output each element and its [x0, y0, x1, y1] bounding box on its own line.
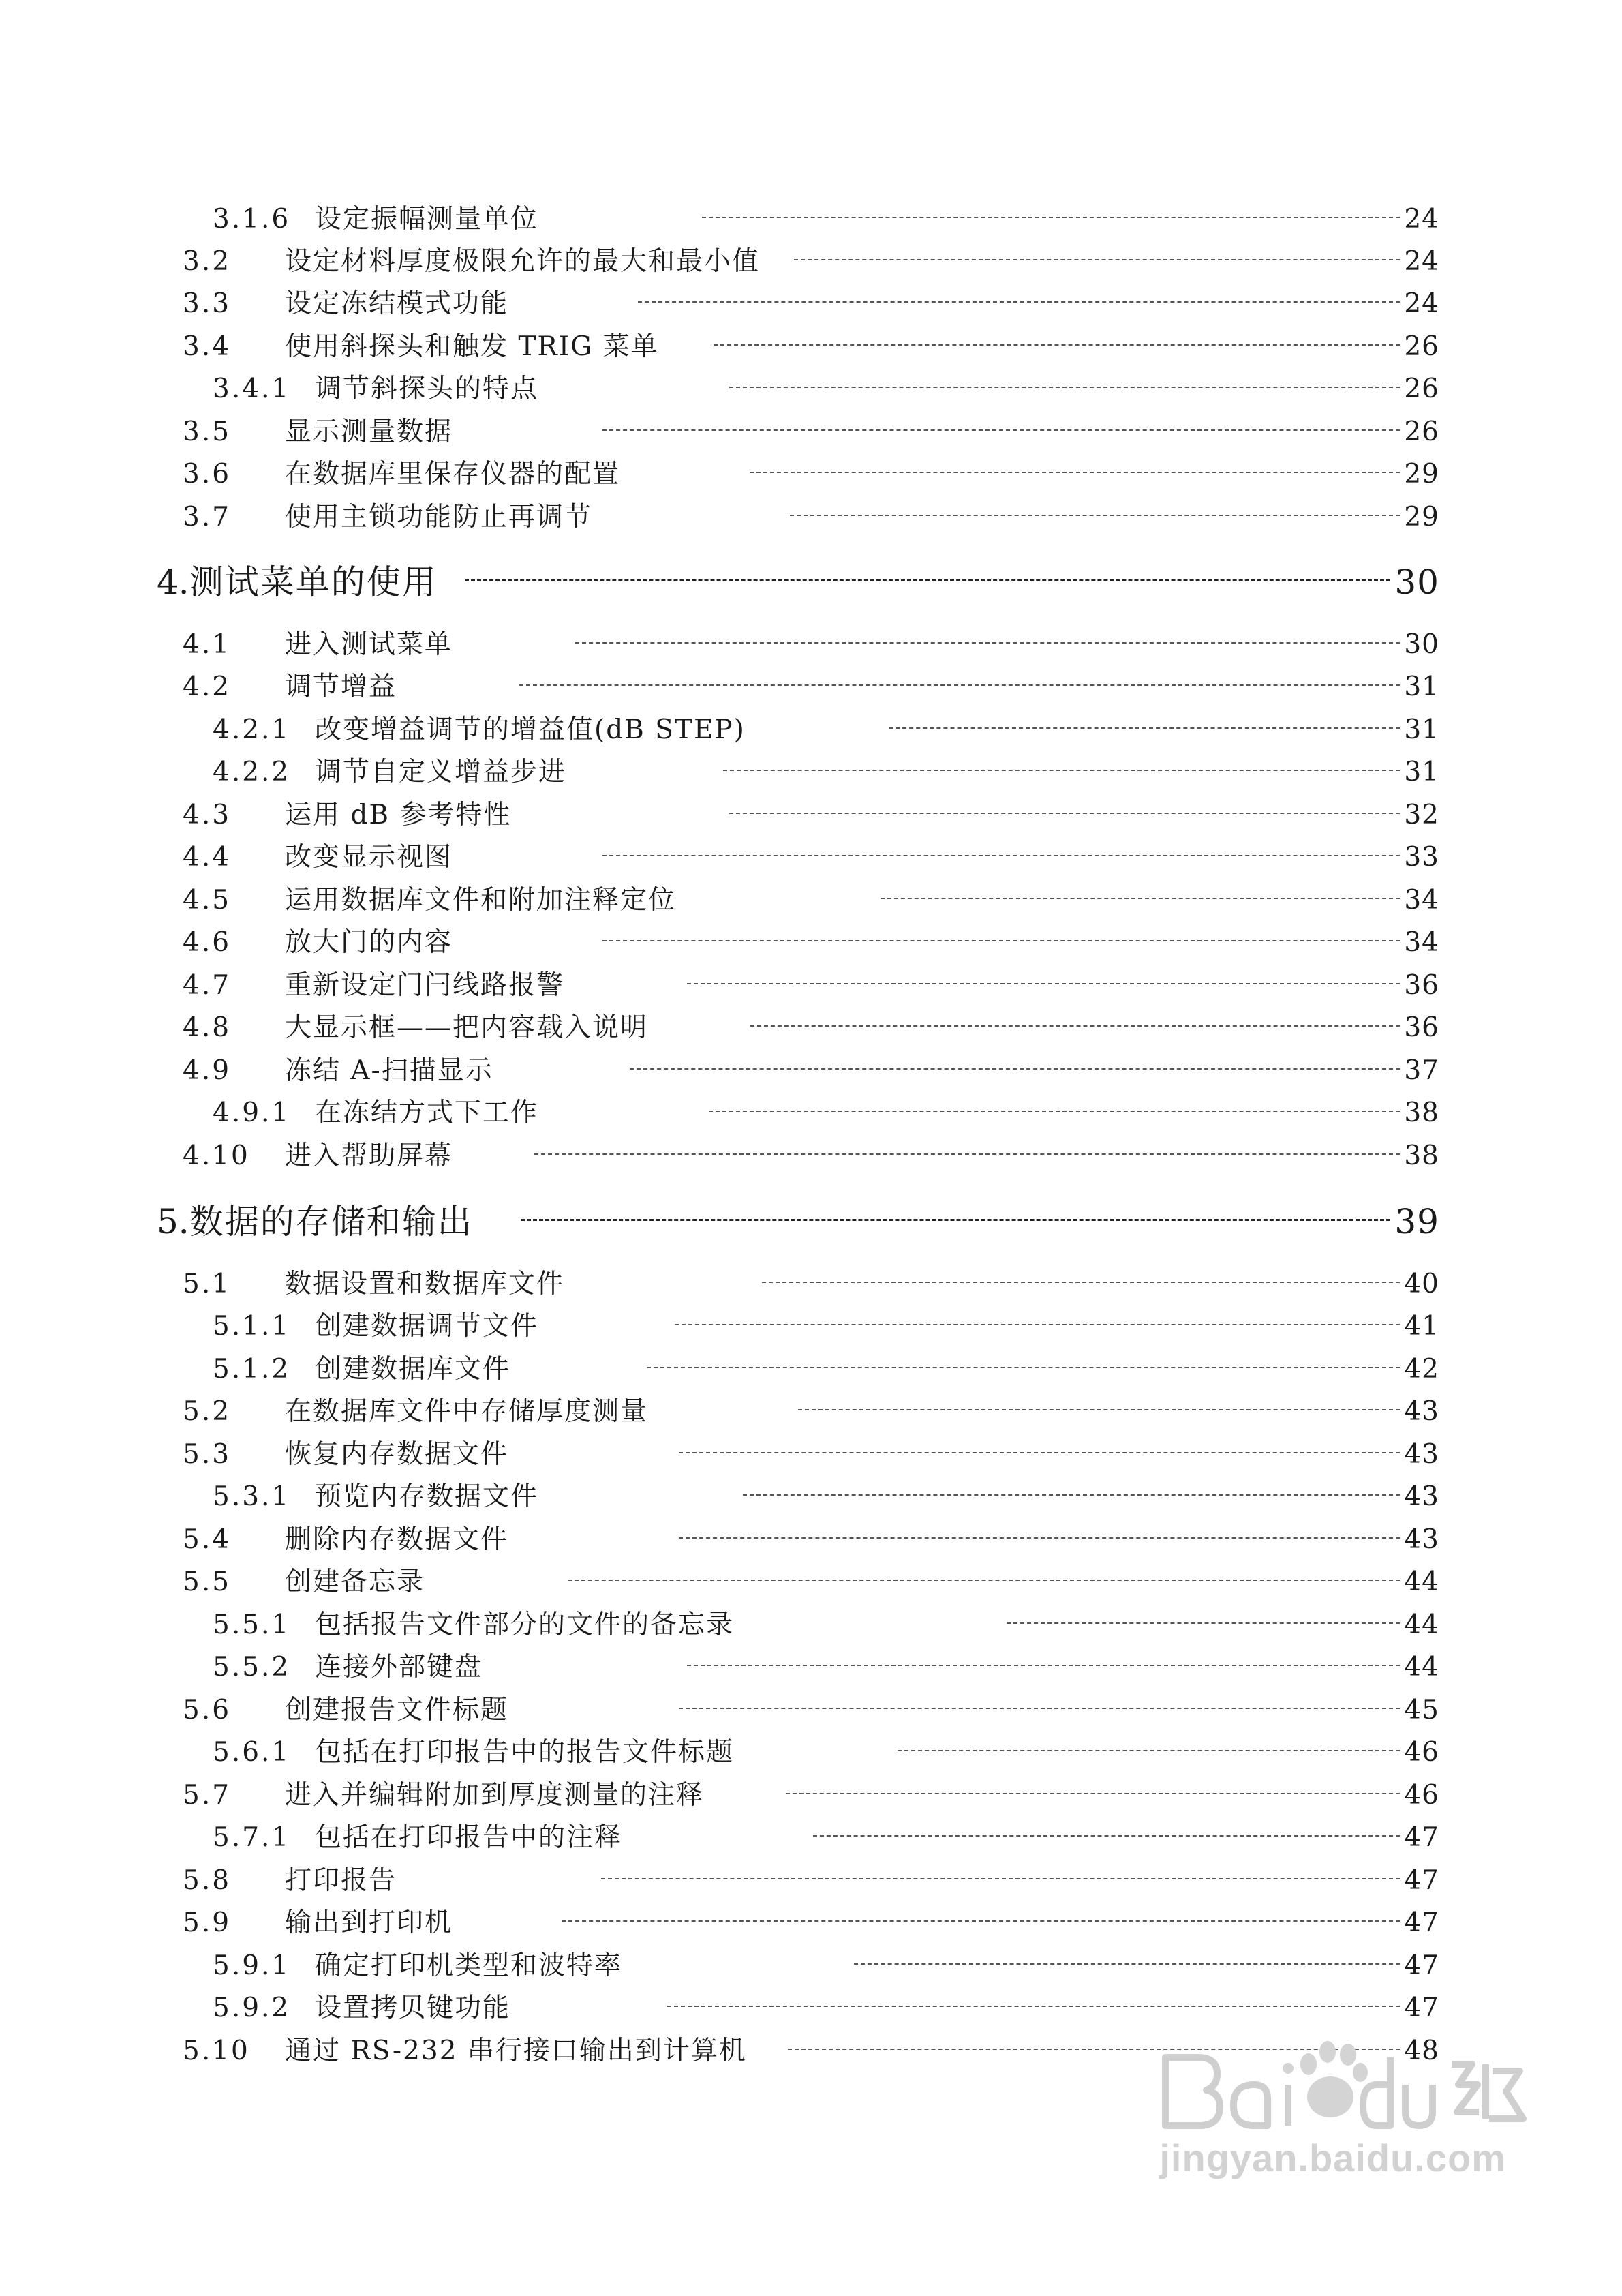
- toc-chapter-number: 5.: [157, 1202, 189, 1241]
- toc-entry-title: 设定振幅测量单位: [315, 204, 539, 235]
- toc-entry-title: 设定冻结模式功能: [285, 288, 509, 319]
- toc-entry-page: 38: [1404, 1141, 1439, 1171]
- toc-entry[interactable]: [213, 1306, 1439, 1347]
- toc-entry-page: 44: [1404, 1652, 1439, 1682]
- toc-entry-title: 恢复内存数据文件: [285, 1439, 509, 1470]
- toc-leader: [750, 472, 1400, 473]
- toc-entry-page: 30: [1404, 629, 1439, 660]
- toc-entry[interactable]: [213, 1349, 1439, 1390]
- toc-leader: [743, 1494, 1400, 1496]
- toc-entry-number: 5.8: [183, 1865, 232, 1896]
- toc-entry-number: 5.9.2: [213, 1993, 291, 2023]
- toc-entry-number: 5.1: [183, 1269, 232, 1299]
- toc-entry[interactable]: [213, 752, 1439, 793]
- toc-entry-number: 4.9.1: [213, 1098, 291, 1128]
- toc-leader: [794, 259, 1400, 260]
- toc-entry-title: 连接外部键盘: [315, 1652, 483, 1682]
- toc-leader: [602, 855, 1400, 856]
- toc-entry-page: 24: [1404, 204, 1439, 235]
- toc-entry[interactable]: [183, 1264, 1439, 1305]
- toc-entry-title: 进入测试菜单: [285, 629, 453, 660]
- toc-entry-page: 43: [1404, 1481, 1439, 1512]
- toc-entry-number: 5.5.1: [213, 1610, 291, 1640]
- toc-entry-title: 使用斜探头和触发 TRIG 菜单: [285, 331, 659, 362]
- toc-entry-page: 47: [1404, 1822, 1439, 1853]
- toc-entry-page: 26: [1404, 374, 1439, 404]
- toc-entry-title: 重新设定门闩线路报警: [285, 970, 565, 1001]
- toc-entry-page: 48: [1404, 2036, 1439, 2066]
- toc-entry-title: 包括报告文件部分的文件的备忘录: [315, 1610, 735, 1640]
- toc-entry-title: 在数据库里保存仪器的配置: [285, 459, 621, 489]
- toc-entry[interactable]: [183, 624, 1439, 665]
- toc-entry-title: 删除内存数据文件: [285, 1524, 509, 1555]
- toc-leader: [762, 1282, 1400, 1283]
- toc-leader: [575, 642, 1400, 644]
- toc-entry-number: 4.6: [183, 927, 232, 958]
- toc-entry-title: 调节增益: [285, 671, 397, 702]
- toc-entry-title: 通过 RS-232 串行接口输出到计算机: [285, 2036, 747, 2066]
- toc-entry-page: 38: [1404, 1098, 1439, 1128]
- toc-entry-page: 24: [1404, 246, 1439, 277]
- toc-entry[interactable]: [213, 1093, 1439, 1134]
- toc-entry[interactable]: [213, 1732, 1439, 1773]
- toc-entry-page: 32: [1404, 800, 1439, 830]
- toc-leader: [675, 1324, 1400, 1325]
- toc-entry[interactable]: [183, 1434, 1439, 1475]
- toc-entry-number: 3.3: [183, 288, 232, 319]
- toc-entry-title: 创建备忘录: [285, 1567, 425, 1597]
- toc-entry-number: 5.9: [183, 1907, 232, 1938]
- toc-leader: [798, 1409, 1400, 1410]
- toc-entry-number: 5.1.1: [213, 1311, 291, 1342]
- toc-entry[interactable]: [183, 1008, 1439, 1048]
- toc-entry[interactable]: [183, 412, 1439, 453]
- toc-entry-title: 数据设置和数据库文件: [285, 1269, 565, 1299]
- toc-entry-page: 33: [1404, 842, 1439, 873]
- toc-entry-title: 设置拷贝键功能: [315, 1993, 511, 2023]
- toc-entry-page: 34: [1404, 927, 1439, 958]
- toc-entry-number: 4.8: [183, 1012, 232, 1043]
- toc-leader: [889, 727, 1400, 729]
- toc-entry-page: 26: [1404, 331, 1439, 362]
- toc-entry-number: 4.9: [183, 1055, 232, 1086]
- toc-entry-title: 创建数据调节文件: [315, 1311, 539, 1342]
- toc-leader: [562, 1920, 1400, 1922]
- toc-entry-page: 43: [1404, 1524, 1439, 1555]
- toc-entry-page: 36: [1404, 970, 1439, 1001]
- toc-entry-number: 5.4: [183, 1524, 232, 1555]
- toc-entry[interactable]: [183, 880, 1439, 921]
- toc-entry-page: 44: [1404, 1610, 1439, 1640]
- toc-entry-number: 5.6: [183, 1695, 232, 1725]
- toc-leader: [630, 1068, 1401, 1070]
- toc-leader: [790, 515, 1400, 516]
- toc-entry-number: 5.7.1: [213, 1822, 291, 1853]
- toc-entry-title: 包括在打印报告中的报告文件标题: [315, 1737, 735, 1768]
- toc-entry[interactable]: [213, 1605, 1439, 1646]
- toc-entry-page: 46: [1404, 1780, 1439, 1811]
- toc-entry-number: 5.9.1: [213, 1950, 291, 1981]
- toc-entry-number: 3.1.6: [213, 204, 291, 235]
- toc-leader: [687, 983, 1400, 984]
- toc-entry[interactable]: [183, 965, 1439, 1006]
- toc-entry[interactable]: [213, 1946, 1439, 1987]
- toc-entry-number: 4.10: [183, 1141, 250, 1171]
- toc-entry-page: 31: [1404, 714, 1439, 745]
- toc-entry-number: 5.2: [183, 1396, 232, 1427]
- toc-entry-page: 44: [1404, 1567, 1439, 1597]
- toc-entry-number: 5.3: [183, 1439, 232, 1470]
- toc-entry[interactable]: [183, 1562, 1439, 1603]
- toc-entry-title: 调节斜探头的特点: [315, 374, 539, 404]
- toc-entry-number: 4.5: [183, 885, 232, 916]
- toc-leader: [679, 1537, 1400, 1539]
- baidu-logo-icon: [1152, 2016, 1533, 2153]
- toc-leader: [647, 1367, 1400, 1368]
- toc-entry-number: 4.2: [183, 671, 232, 702]
- toc-chapter-title: 数据的存储和输出: [189, 1202, 473, 1241]
- toc-leader: [881, 898, 1400, 899]
- toc-entry-page: 34: [1404, 885, 1439, 916]
- toc-entry-number: 4.2.1: [213, 714, 291, 745]
- toc-leader: [1007, 1622, 1400, 1624]
- toc-entry-title: 运用 dB 参考特性: [285, 800, 512, 830]
- toc-entry-title: 进入帮助屏幕: [285, 1141, 453, 1171]
- toc-leader: [709, 1111, 1400, 1112]
- toc-entry-title: 改变显示视图: [285, 842, 453, 873]
- toc-chapter-number: 4.: [157, 562, 189, 602]
- toc-entry-title: 放大门的内容: [285, 927, 453, 958]
- toc-leader: [679, 1708, 1400, 1709]
- toc-entry[interactable]: [213, 1817, 1439, 1858]
- toc-entry-page: 43: [1404, 1396, 1439, 1427]
- toc-entry-number: 3.5: [183, 417, 232, 447]
- toc-leader: [519, 684, 1400, 686]
- toc-entry[interactable]: [183, 795, 1439, 836]
- toc-entry-number: 3.6: [183, 459, 232, 489]
- toc-leader: [679, 1452, 1400, 1453]
- toc-leader: [813, 1835, 1400, 1837]
- toc-entry[interactable]: [213, 369, 1439, 410]
- toc-entry[interactable]: [183, 1775, 1439, 1816]
- toc-entry-page: 47: [1404, 1993, 1439, 2023]
- toc-entry-title: 冻结 A-扫描显示: [285, 1055, 493, 1086]
- toc-chapter[interactable]: [157, 555, 1439, 609]
- baidu-jingyan-watermark: [1152, 2016, 1533, 2194]
- toc-entry-title: 预览内存数据文件: [315, 1481, 539, 1512]
- toc-entry-number: 5.7: [183, 1780, 232, 1811]
- toc-entry-page: 29: [1404, 459, 1439, 489]
- toc-entry-title: 在冻结方式下工作: [315, 1098, 539, 1128]
- watermark-url: jingyan.baidu.com: [1159, 2136, 1506, 2179]
- toc-entry-page: 45: [1404, 1695, 1439, 1725]
- toc-leader: [786, 1793, 1400, 1794]
- toc-entry-number: 4.1: [183, 629, 232, 660]
- toc-entry-page: 36: [1404, 1012, 1439, 1043]
- toc-leader: [602, 940, 1400, 941]
- toc-entry-title: 包括在打印报告中的注释: [315, 1822, 623, 1853]
- toc-leader: [521, 1219, 1391, 1221]
- toc-entry-page: 26: [1404, 417, 1439, 447]
- toc-leader: [714, 344, 1401, 346]
- toc-entry-number: 3.7: [183, 502, 232, 532]
- toc-entry-page: 41: [1404, 1311, 1439, 1342]
- toc-entry-title: 显示测量数据: [285, 417, 453, 447]
- toc-entry-page: 37: [1404, 1055, 1439, 1086]
- toc-entry-title: 确定打印机类型和波特率: [315, 1950, 623, 1981]
- toc-entry-page: 31: [1404, 671, 1439, 702]
- toc-entry-title: 运用数据库文件和附加注释定位: [285, 885, 677, 916]
- toc-entry-page: 47: [1404, 1907, 1439, 1938]
- toc-entry-page: 43: [1404, 1439, 1439, 1470]
- toc-entry[interactable]: [183, 837, 1439, 878]
- toc-entry-page: 46: [1404, 1737, 1439, 1768]
- toc-entry-number: 4.4: [183, 842, 232, 873]
- toc-entry-page: 24: [1404, 288, 1439, 319]
- toc-chapter[interactable]: [157, 1194, 1439, 1249]
- toc-leader: [638, 301, 1400, 303]
- toc-entry[interactable]: [183, 454, 1439, 495]
- toc-chapter-page: 30: [1394, 562, 1439, 602]
- toc-entry[interactable]: [213, 199, 1439, 240]
- toc-leader: [729, 813, 1400, 814]
- toc-entry[interactable]: [183, 1860, 1439, 1901]
- toc-leader: [602, 429, 1400, 431]
- toc-entry-number: 5.6.1: [213, 1737, 291, 1768]
- toc-entry-title: 进入并编辑附加到厚度测量的注释: [285, 1780, 705, 1811]
- toc-entry[interactable]: [183, 284, 1439, 324]
- toc-leader: [534, 1153, 1400, 1155]
- toc-entry[interactable]: [183, 1520, 1439, 1560]
- toc-entry-number: 5.10: [183, 2036, 250, 2066]
- toc-leader: [687, 1665, 1400, 1666]
- toc-entry-title: 调节自定义增益步进: [315, 757, 567, 787]
- toc-entry[interactable]: [183, 1391, 1439, 1432]
- toc-entry-number: 3.2: [183, 246, 232, 277]
- toc-entry-number: 3.4: [183, 331, 232, 362]
- toc-entry-title: 创建报告文件标题: [285, 1695, 509, 1725]
- toc-entry[interactable]: [183, 241, 1439, 282]
- toc-entry-page: 47: [1404, 1865, 1439, 1896]
- toc-entry-title: 改变增益调节的增益值(dB STEP): [315, 714, 746, 745]
- toc-leader: [750, 1025, 1400, 1027]
- toc-entry-number: 5.3.1: [213, 1481, 291, 1512]
- toc-entry[interactable]: [183, 1136, 1439, 1177]
- toc-entry-number: 5.1.2: [213, 1354, 291, 1385]
- toc-entry-title: 大显示框——把内容载入说明: [285, 1012, 649, 1043]
- toc-entry[interactable]: [213, 1477, 1439, 1517]
- toc-entry-number: 4.3: [183, 800, 232, 830]
- toc-entry-title: 创建数据库文件: [315, 1354, 511, 1385]
- toc-entry[interactable]: [213, 710, 1439, 751]
- toc-entry-title: 输出到打印机: [285, 1907, 453, 1938]
- toc-entry[interactable]: [213, 1647, 1439, 1688]
- toc-leader: [729, 387, 1400, 388]
- toc-entry[interactable]: [183, 327, 1439, 367]
- toc-entry[interactable]: [183, 1690, 1439, 1731]
- toc-leader: [568, 1580, 1400, 1581]
- toc-entry-number: 3.4.1: [213, 374, 291, 404]
- toc-entry-title: 使用主锁功能防止再调节: [285, 502, 593, 532]
- toc-entry-title: 在数据库文件中存储厚度测量: [285, 1396, 649, 1427]
- toc-entry-page: 29: [1404, 502, 1439, 532]
- toc-leader: [465, 579, 1391, 581]
- toc-leader: [667, 2006, 1400, 2007]
- toc-leader: [702, 217, 1400, 218]
- toc-entry-page: 31: [1404, 757, 1439, 787]
- toc-entry-page: 47: [1404, 1950, 1439, 1981]
- toc-entry-page: 40: [1404, 1269, 1439, 1299]
- toc-entry-number: 5.5.2: [213, 1652, 291, 1682]
- toc-entry[interactable]: [183, 922, 1439, 963]
- toc-entry-number: 5.5: [183, 1567, 232, 1597]
- toc-leader: [723, 770, 1400, 771]
- toc-entry[interactable]: [183, 1903, 1439, 1944]
- toc-entry-number: 4.2.2: [213, 757, 291, 787]
- toc-leader: [601, 1878, 1400, 1879]
- toc-entry-title: 设定材料厚度极限允许的最大和最小值: [285, 246, 761, 277]
- toc-leader: [898, 1750, 1400, 1751]
- toc-entry[interactable]: [183, 1051, 1439, 1091]
- toc-chapter-page: 39: [1394, 1202, 1439, 1241]
- toc-entry[interactable]: [183, 497, 1439, 538]
- toc-entry[interactable]: [183, 667, 1439, 708]
- toc-entry-title: 打印报告: [285, 1865, 397, 1896]
- toc-entry-number: 4.7: [183, 970, 232, 1001]
- toc-entry-page: 42: [1404, 1354, 1439, 1385]
- toc-chapter-title: 测试菜单的使用: [189, 562, 438, 602]
- toc-leader: [854, 1963, 1400, 1965]
